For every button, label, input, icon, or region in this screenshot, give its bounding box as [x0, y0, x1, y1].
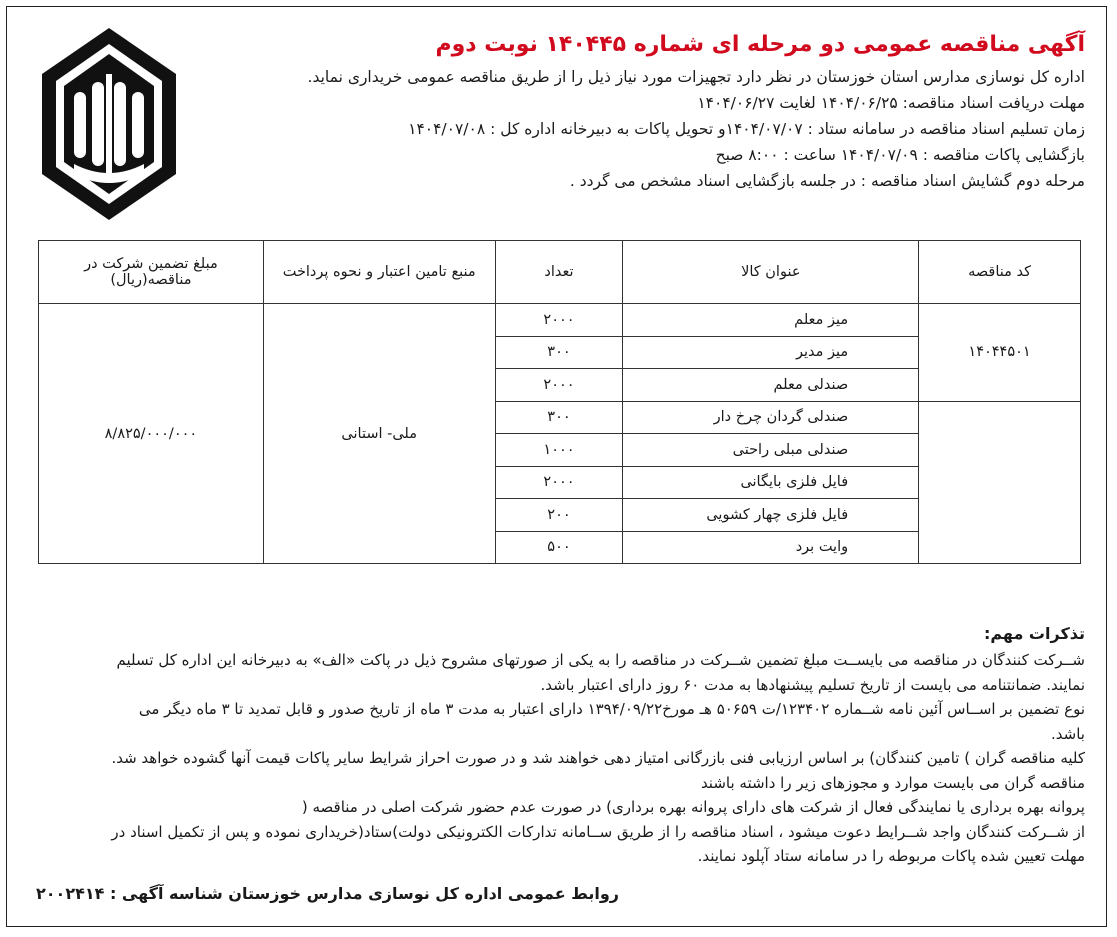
- header-deposit: مبلغ تضمین شرکت در مناقصه(ریال): [39, 241, 264, 304]
- note-line: نمایند. ضمانتنامه می بایست از تاریخ تسلیم پیشنهادها به مدت ۶۰ روز دارای اعتبار باشد.: [540, 675, 1085, 694]
- header-line-deadline: مهلت دریافت اسناد مناقصه: ۱۴۰۴/۰۶/۲۵ لغایت ۱۴۰۴/۰۶/۲۷: [697, 94, 1085, 112]
- table-row: [39, 304, 1081, 337]
- header-source: منبع تامین اعتبار و نحوه پرداخت: [263, 241, 495, 304]
- tender-code-cell: ۱۴۰۴۴۵۰۱: [919, 304, 1081, 402]
- announcement-title: آگهی مناقصه عمومی دو مرحله ای شماره ۱۴۰۴۴۵ نوبت دوم: [435, 32, 1085, 57]
- public-relations-footer: روابط عمومی اداره کل نوسازی مدارس خوزستان شناسه آگهی : ۲۰۰۲۴۱۴: [36, 884, 619, 903]
- deposit-amount-cell: ۸/۸۲۵/۰۰۰/۰۰۰: [39, 304, 264, 564]
- note-line: مناقصه گران می بایست موارد و مجوزهای زیر را داشته باشند: [700, 773, 1085, 792]
- header-line-submission: زمان تسلیم اسناد مناقصه در سامانه ستاد : ۱۴۰۴/۰۷/۰۷و تحویل پاکات به دبیرخانه اداره کل : ۱۴۰۴/۰۷/۰۸: [408, 120, 1085, 138]
- header-qty: تعداد: [495, 241, 623, 304]
- notes-title: تذکرات مهم:: [983, 624, 1085, 643]
- funding-source-cell: ملی- استانی: [263, 304, 495, 564]
- qty-cell: ۲۰۰۰: [495, 466, 623, 499]
- table-header-row: [39, 241, 1081, 304]
- note-line: کلیه مناقصه گران ) تامین کنندگان) بر اساس ارزیابی فنی بازرگانی امتیاز دهی خواهند شد و در صورت احراز شرایط سایر پاکات قیمت آنها گشوده خواهد شد.: [111, 749, 1085, 767]
- header-line-second-stage: مرحله دوم گشایش اسناد مناقصه : در جلسه بازگشایی اسناد مشخص می گردد .: [569, 172, 1085, 190]
- header-code: کد مناقصه: [919, 241, 1081, 304]
- note-line: شــرکت کنندگان در مناقصه می بایســت مبلغ تضمین شــرکت در مناقصه را به یکی از صورتهای مشروح ذیل در پاکت «الف» به دبیرخانه این اداره کل تسلیم: [116, 651, 1085, 669]
- header-line-opening: بازگشایی پاکات مناقصه : ۱۴۰۴/۰۷/۰۹ ساعت : ۸:۰۰ صبح: [715, 146, 1085, 164]
- announcement-header: [225, 30, 1085, 194]
- note-line: مهلت تعیین شده پاکات مربوطه را در سامانه ستاد آپلود نمایند.: [697, 847, 1085, 865]
- item-cell: فایل فلزی چهار کشویی: [623, 499, 919, 532]
- note-line: پروانه بهره برداری یا نمایندگی فعال از شرکت های دارای پروانه بهره برداری) در صورت عدم حضور شرکت اصلی در مناقصه (: [301, 798, 1085, 816]
- qty-cell: ۱۰۰۰: [495, 434, 623, 467]
- item-cell: فایل فلزی بایگانی: [623, 466, 919, 499]
- qty-cell: ۳۰۰: [495, 401, 623, 434]
- note-line: نوع تضمین بر اســاس آئین نامه شــماره ۱۲۳۴۰۲/ت ۵۰۶۵۹ هـ مورخ۱۳۹۴/۰۹/۲۲ دارای اعتبار به مدت ۳ ماه از تاریخ صدور و قابل تمدید تا ۳ ماه دیگر می: [138, 700, 1085, 718]
- item-cell: وایت برد: [623, 531, 919, 564]
- school-renovation-emblem-icon: [34, 24, 184, 224]
- note-line: از شــرکت کنندگان واجد شــرایط دعوت میشود ، اسناد مناقصه را از طریق ســامانه تدارکات الکترونیکی دولت)ستاد(خریداری نموده و پس از تکمیل اسناد در: [111, 822, 1085, 841]
- item-cell: میز معلم: [623, 304, 919, 337]
- item-cell: میز مدیر: [623, 336, 919, 369]
- empty-code-cell: [919, 401, 1081, 564]
- qty-cell: ۳۰۰: [495, 336, 623, 369]
- item-cell: صندلی مبلی راحتی: [623, 434, 919, 467]
- item-cell: صندلی معلم: [623, 369, 919, 402]
- note-line: باشد.: [1051, 724, 1085, 743]
- item-cell: صندلی گردان چرخ دار: [623, 401, 919, 434]
- qty-cell: ۲۰۰۰: [495, 369, 623, 402]
- header-line-intro: اداره کل نوسازی مدارس استان خوزستان در نظر دارد تجهیزات مورد نیاز ذیل را از طریق مناقصه عمومی خریداری نماید.: [307, 68, 1085, 86]
- important-notes: [35, 620, 1085, 869]
- qty-cell: ۲۰۰: [495, 499, 623, 532]
- qty-cell: ۵۰۰: [495, 531, 623, 564]
- qty-cell: ۲۰۰۰: [495, 304, 623, 337]
- header-item: عنوان کالا: [623, 241, 919, 304]
- tender-table: [38, 240, 1081, 564]
